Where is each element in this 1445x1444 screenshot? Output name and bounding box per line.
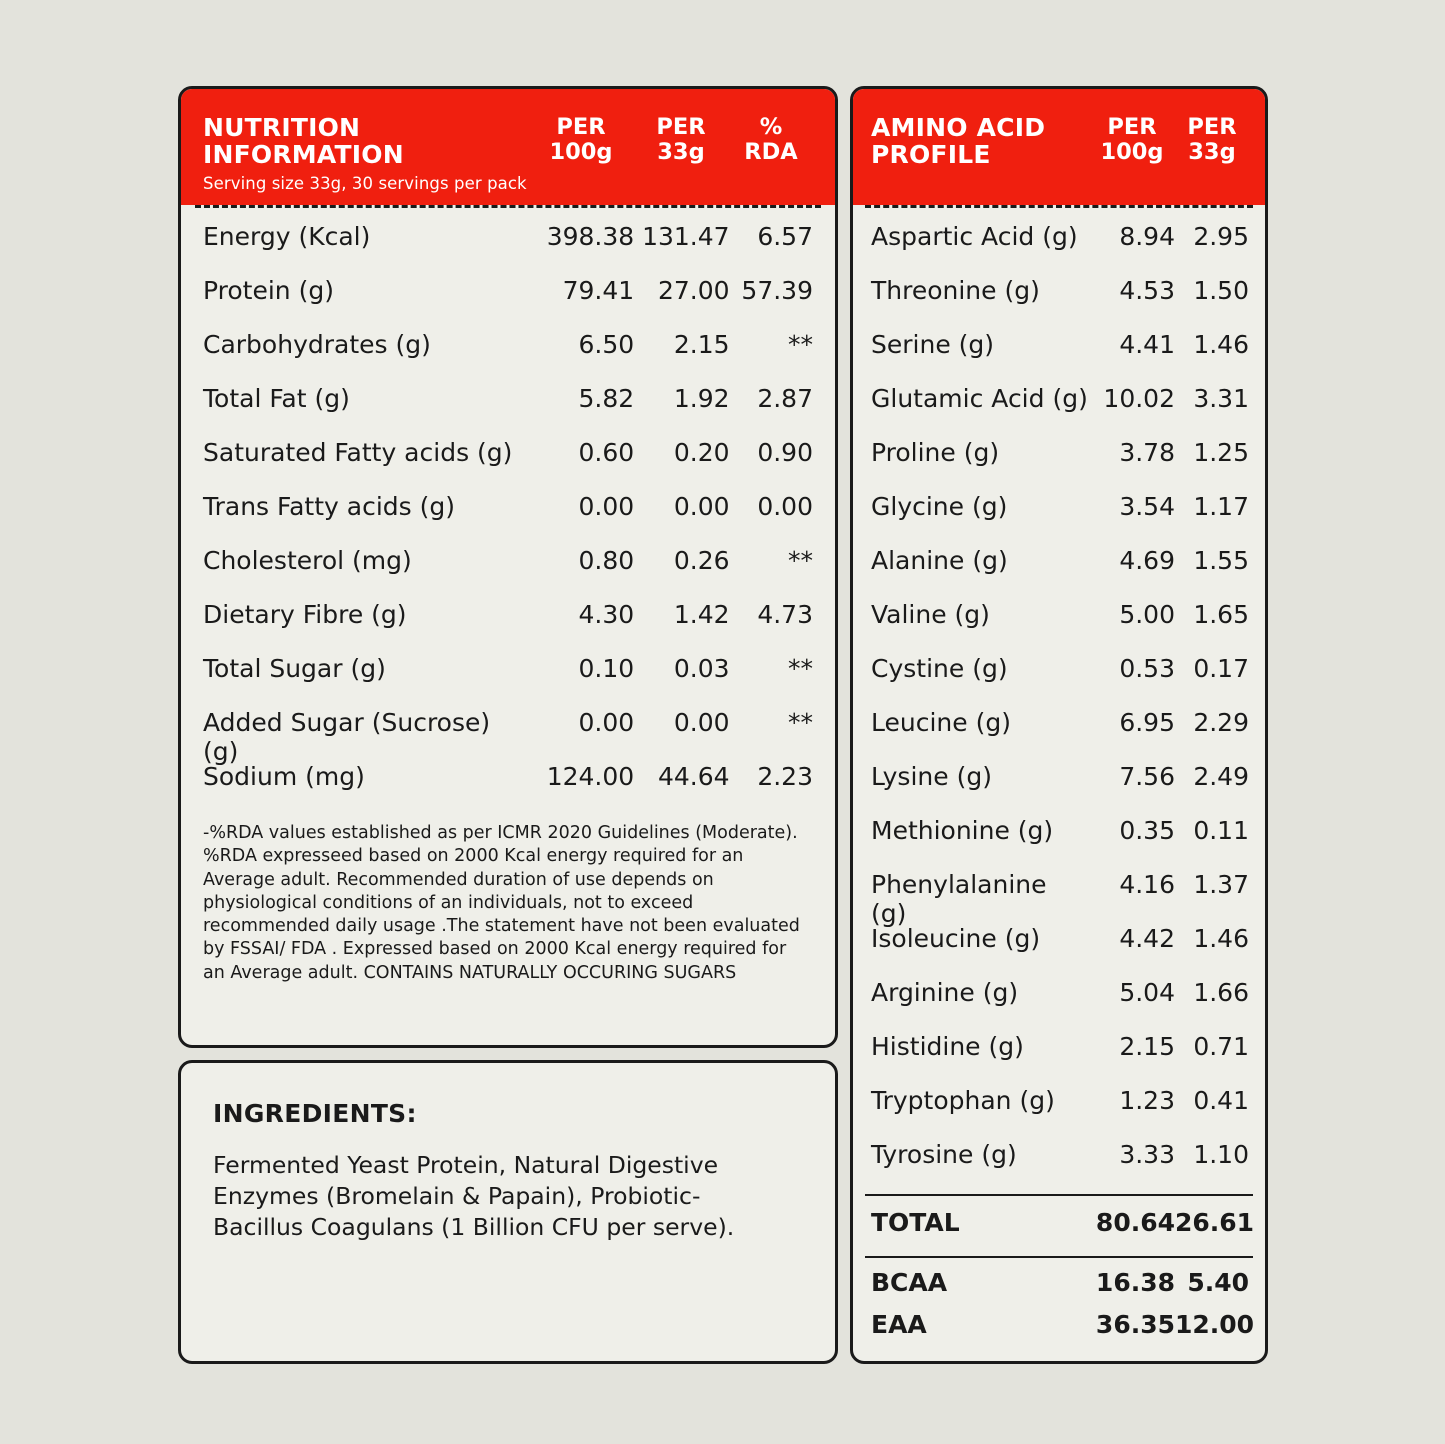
- row-per33g: 2.15: [673, 330, 730, 359]
- row-per100g: 4.41: [1119, 330, 1175, 359]
- table-row: [871, 330, 1249, 384]
- row-per100g: 0.10: [578, 654, 635, 683]
- amino-col-per33g-top: PER: [1187, 114, 1237, 140]
- row-rda: 6.57: [757, 222, 813, 251]
- nutrition-col-per33g-header: [633, 115, 729, 165]
- row-label: Phenylalanine (g): [871, 870, 1047, 928]
- row-per100g: 5.04: [1119, 978, 1175, 1007]
- amino-header-titles: [871, 115, 1089, 168]
- row-label: Threonine (g): [871, 276, 1040, 305]
- row-rda: **: [788, 546, 813, 575]
- row-per33g: 1.17: [1193, 492, 1249, 521]
- row-label: Cystine (g): [871, 654, 1008, 683]
- nutrition-information-panel: [178, 86, 838, 1048]
- row-rda: **: [788, 654, 813, 683]
- row-label: EAA: [871, 1310, 927, 1339]
- nutrition-subtitle: Serving size 33g, 30 servings per pack: [203, 174, 527, 193]
- table-row: [203, 222, 813, 276]
- row-per100g: 80.64: [1095, 1208, 1175, 1237]
- table-row: [871, 924, 1249, 978]
- row-per100g: 2.15: [1119, 1032, 1175, 1061]
- table-row: [871, 546, 1249, 600]
- row-per100g: 124.00: [546, 762, 635, 791]
- row-label: Glycine (g): [871, 492, 1008, 521]
- nutrition-col-per33g-bottom: 33g: [657, 138, 705, 165]
- row-label: Aspartic Acid (g): [871, 222, 1078, 251]
- row-per100g: 4.30: [578, 600, 635, 629]
- row-per33g: 1.42: [673, 600, 730, 629]
- row-label: Methionine (g): [871, 816, 1054, 845]
- row-label: Protein (g): [203, 276, 334, 305]
- row-per100g: 0.00: [578, 708, 635, 737]
- row-label: TOTAL: [871, 1208, 960, 1237]
- row-per33g: 26.61: [1175, 1208, 1255, 1237]
- nutrition-rows: [181, 208, 835, 816]
- row-per33g: 131.47: [642, 222, 730, 251]
- row-per33g: 0.00: [673, 708, 730, 737]
- row-per100g: 398.38: [546, 222, 635, 251]
- row-per33g: 1.46: [1193, 330, 1249, 359]
- row-per100g: 6.50: [578, 330, 635, 359]
- row-label: Glutamic Acid (g): [871, 384, 1088, 413]
- row-label: Valine (g): [871, 600, 990, 629]
- row-per33g: 27.00: [657, 276, 730, 305]
- row-label: Dietary Fibre (g): [203, 600, 407, 629]
- amino-eaa-row: [871, 1310, 1255, 1352]
- row-label: Proline (g): [871, 438, 1000, 467]
- table-row: [203, 330, 813, 384]
- table-row: [203, 546, 813, 600]
- row-per100g: 6.95: [1119, 708, 1175, 737]
- row-label: Leucine (g): [871, 708, 1011, 737]
- row-per33g: 1.37: [1193, 870, 1249, 899]
- row-per100g: 36.35: [1095, 1310, 1175, 1339]
- row-rda: 4.73: [757, 600, 813, 629]
- row-rda: **: [788, 708, 813, 737]
- row-label: Saturated Fatty acids (g): [203, 438, 513, 467]
- amino-col-per100g-bottom: 100g: [1100, 138, 1164, 165]
- table-row: [203, 384, 813, 438]
- row-label: Trans Fatty acids (g): [203, 492, 455, 521]
- row-label: Lysine (g): [871, 762, 992, 791]
- row-per33g: 12.00: [1175, 1310, 1255, 1339]
- row-label: Arginine (g): [871, 978, 1019, 1007]
- nutrition-label: [178, 86, 1268, 1364]
- left-column: [178, 86, 838, 1364]
- row-label: Total Sugar (g): [203, 654, 386, 683]
- row-per33g: 1.25: [1193, 438, 1249, 467]
- row-per33g: 0.20: [673, 438, 730, 467]
- amino-title-line1: AMINO ACID: [871, 113, 1046, 142]
- row-per33g: 2.95: [1193, 222, 1249, 251]
- row-per33g: 1.10: [1193, 1140, 1249, 1169]
- row-rda: 2.87: [757, 384, 813, 413]
- table-row: [871, 708, 1249, 762]
- amino-bcaa-section: [853, 1258, 1265, 1352]
- nutrition-header: [181, 89, 835, 205]
- row-per100g: 3.33: [1119, 1140, 1175, 1169]
- amino-bcaa-row: [871, 1268, 1249, 1310]
- row-label: Tryptophan (g): [871, 1086, 1055, 1115]
- row-per100g: 0.80: [578, 546, 635, 575]
- amino-rows: [853, 208, 1265, 1194]
- row-rda: **: [788, 330, 813, 359]
- row-per100g: 3.78: [1119, 438, 1175, 467]
- row-per33g: 1.50: [1193, 276, 1249, 305]
- row-per33g: 2.29: [1193, 708, 1249, 737]
- nutrition-footnote: -%RDA values established as per ICMR 2020 Guidelines (Moderate). %RDA expresseed based on 2000 Kcal energy required for an Average adult. Recommended duration of use depends on physiological conditions of an individuals, not to exceed recommended daily usage .The statement have not been evaluated by FSSAI/ FDA . Expressed based on 2000 Kcal energy required for an Average adult. CONTAINS NATURALLY OCCURING SUGARS: [203, 823, 800, 983]
- amino-col-per33g-header: [1175, 115, 1249, 165]
- amino-total-row: [871, 1208, 1255, 1256]
- row-label: BCAA: [871, 1268, 948, 1297]
- amino-title-line2: PROFILE: [871, 139, 991, 169]
- row-per100g: 4.69: [1119, 546, 1175, 575]
- row-per100g: 0.60: [578, 438, 635, 467]
- table-row: [203, 492, 813, 546]
- amino-acid-profile-panel: [850, 86, 1268, 1364]
- row-per33g: 0.03: [673, 654, 730, 683]
- row-rda: 57.39: [741, 276, 813, 305]
- row-label: Serine (g): [871, 330, 995, 359]
- table-row: [871, 870, 1249, 928]
- amino-total-section: [853, 1196, 1265, 1256]
- table-row: [871, 762, 1249, 816]
- nutrition-title: NUTRITION INFORMATION: [203, 113, 404, 169]
- nutrition-col-per100g-header: [529, 115, 633, 165]
- row-label: Sodium (mg): [203, 762, 365, 791]
- row-label: Histidine (g): [871, 1032, 1024, 1061]
- row-per100g: 16.38: [1095, 1268, 1175, 1297]
- row-per33g: 2.49: [1193, 762, 1249, 791]
- nutrition-col-rda-header: [729, 115, 813, 165]
- table-row: [203, 708, 813, 766]
- row-per100g: 4.53: [1119, 276, 1175, 305]
- row-per100g: 7.56: [1119, 762, 1175, 791]
- row-per33g: 1.55: [1193, 546, 1249, 575]
- row-label: Alanine (g): [871, 546, 1008, 575]
- table-row: [871, 1140, 1249, 1194]
- row-rda: 0.00: [757, 492, 813, 521]
- table-row: [871, 978, 1249, 1032]
- ingredients-body: Fermented Yeast Protein, Natural Digestive Enzymes (Bromelain & Papain), Probiotic- Bacillus Coagulans (1 Billion CFU per serve).: [213, 1151, 735, 1242]
- table-row: [871, 276, 1249, 330]
- row-per33g: 44.64: [657, 762, 730, 791]
- row-label: Cholesterol (mg): [203, 546, 412, 575]
- row-per33g: 0.26: [673, 546, 730, 575]
- ingredients-panel: [178, 1060, 838, 1364]
- table-row: [871, 1032, 1249, 1086]
- table-row: [871, 1086, 1249, 1140]
- table-row: [203, 276, 813, 330]
- nutrition-col-per100g-bottom: 100g: [549, 138, 613, 165]
- table-row: [203, 600, 813, 654]
- ingredients-title: INGREDIENTS:: [213, 1099, 417, 1128]
- row-per100g: 5.82: [578, 384, 635, 413]
- table-row: [203, 438, 813, 492]
- table-row: [871, 438, 1249, 492]
- row-per33g: 1.65: [1193, 600, 1249, 629]
- table-row: [203, 762, 813, 816]
- row-label: Isoleucine (g): [871, 924, 1041, 953]
- row-per100g: 0.35: [1119, 816, 1175, 845]
- row-per100g: 5.00: [1119, 600, 1175, 629]
- row-per33g: 1.92: [673, 384, 730, 413]
- row-per100g: 10.02: [1103, 384, 1175, 413]
- amino-col-per100g-top: PER: [1107, 114, 1157, 140]
- table-row: [871, 600, 1249, 654]
- table-row: [871, 816, 1249, 870]
- row-per100g: 1.23: [1119, 1086, 1175, 1115]
- amino-header: [853, 89, 1265, 205]
- row-label: Total Fat (g): [203, 384, 350, 413]
- row-rda: 0.90: [757, 438, 813, 467]
- row-per33g: 0.41: [1193, 1086, 1249, 1115]
- table-row: [871, 222, 1249, 276]
- row-per33g: 0.11: [1193, 816, 1249, 845]
- row-per33g: 0.71: [1193, 1032, 1249, 1061]
- table-row: [203, 654, 813, 708]
- row-per33g: 1.66: [1193, 978, 1249, 1007]
- row-per33g: 3.31: [1193, 384, 1249, 413]
- nutrition-col-rda-top: %: [759, 114, 783, 140]
- row-per100g: 4.16: [1119, 870, 1175, 899]
- row-label: Added Sugar (Sucrose) (g): [203, 708, 491, 766]
- row-label: Energy (Kcal): [203, 222, 371, 251]
- row-per100g: 3.54: [1119, 492, 1175, 521]
- row-per33g: 0.17: [1193, 654, 1249, 683]
- nutrition-col-rda-bottom: RDA: [744, 138, 798, 165]
- amino-col-per33g-bottom: 33g: [1188, 138, 1236, 165]
- row-label: Tyrosine (g): [871, 1140, 1017, 1169]
- row-rda: 2.23: [757, 762, 813, 791]
- row-label: Carbohydrates (g): [203, 330, 431, 359]
- row-per100g: 0.53: [1119, 654, 1175, 683]
- amino-col-per100g-header: [1089, 115, 1175, 165]
- nutrition-header-titles: [203, 115, 529, 193]
- nutrition-col-per33g-top: PER: [656, 114, 706, 140]
- table-row: [871, 384, 1249, 438]
- row-per100g: 4.42: [1119, 924, 1175, 953]
- nutrition-col-per100g-top: PER: [556, 114, 606, 140]
- table-row: [871, 492, 1249, 546]
- row-per100g: 79.41: [562, 276, 635, 305]
- row-per100g: 8.94: [1119, 222, 1175, 251]
- row-per33g: 5.40: [1187, 1268, 1249, 1297]
- table-row: [871, 654, 1249, 708]
- row-per100g: 0.00: [578, 492, 635, 521]
- row-per33g: 0.00: [673, 492, 730, 521]
- row-per33g: 1.46: [1193, 924, 1249, 953]
